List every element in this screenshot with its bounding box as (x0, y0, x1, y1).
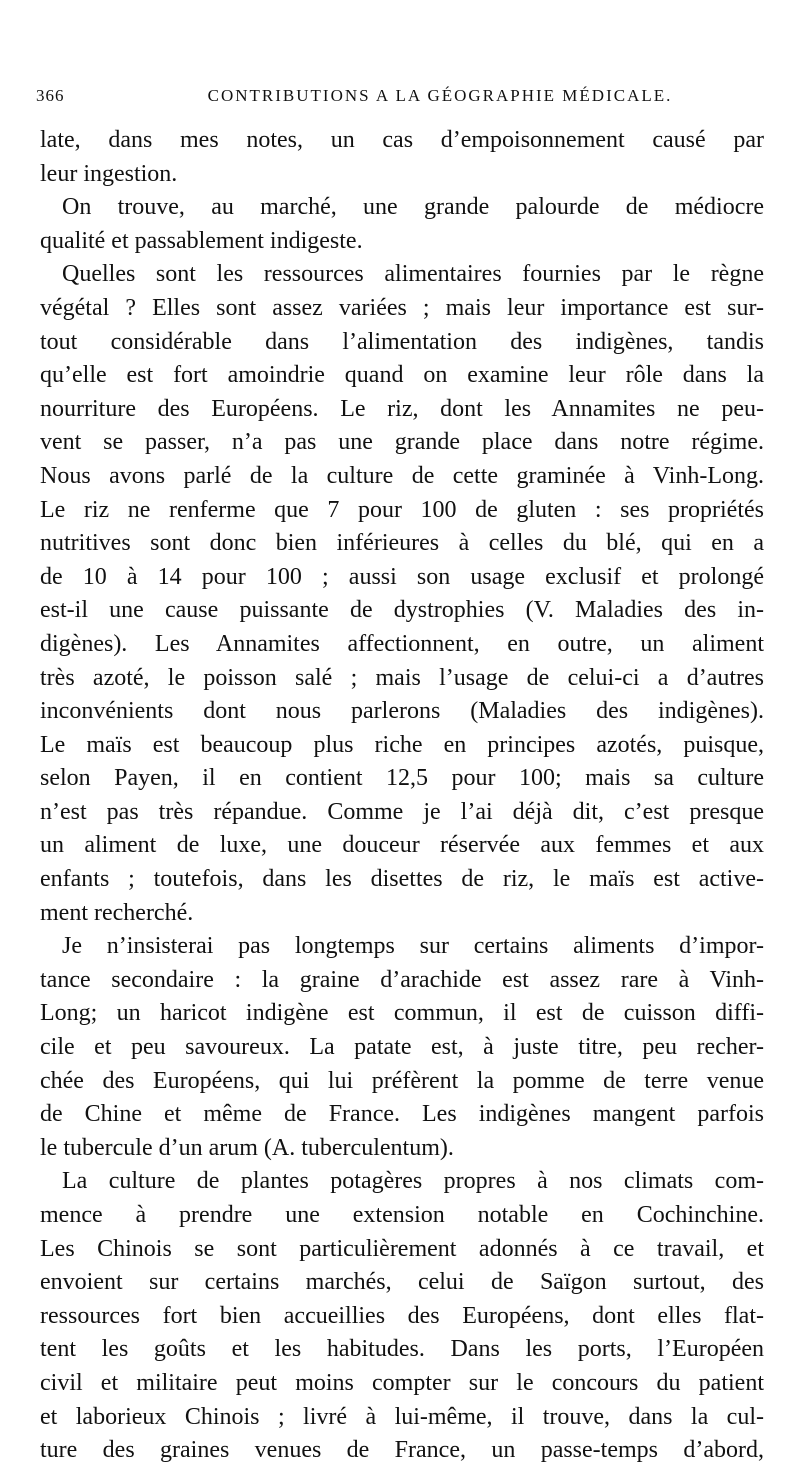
page-number: 366 (36, 86, 65, 105)
text-line: nourriture des Européens. Le riz, dont les Annamites ne peu- (40, 395, 764, 422)
text-line: un aliment de luxe, une douceur réservée aux femmes et aux (40, 832, 764, 859)
text-line: envoient sur certains marchés, celui de Saïgon surtout, des (40, 1269, 764, 1296)
text-line: et laborieux Chinois ; livré à lui-même, il trouve, dans la cul- (40, 1403, 764, 1430)
text-line: ressources fort bien accueillies des Européens, dont elles flat- (40, 1302, 764, 1329)
text-line: selon Payen, il en contient 12,5 pour 100; mais sa culture (40, 765, 764, 792)
text-line: qualité et passablement indigeste. (40, 227, 363, 254)
text-line: Nous avons parlé de la culture de cette graminée à Vinh-Long. (40, 462, 764, 489)
text-line: nutritives sont donc bien inférieures à celles du blé, qui en a (40, 530, 764, 557)
text-line: enfants ; toutefois, dans les disettes de riz, le maïs est active- (40, 866, 764, 893)
text-line: tent les goûts et les habitudes. Dans les ports, l’Européen (40, 1336, 764, 1363)
text-line: late, dans mes notes, un cas d’empoisonnement causé par (40, 127, 764, 153)
text-line: n’est pas très répandue. Comme je l’ai déjà dit, c’est presque (40, 798, 764, 825)
text-line: chée des Européens, qui lui préfèrent la pomme de terre venue (40, 1067, 764, 1094)
text-line: inconvénients dont nous parlerons (Maladies des indigènes). (40, 698, 764, 725)
text-line: On trouve, au marché, une grande palourde de médiocre (62, 194, 764, 221)
text-line: mence à prendre une extension notable en Cochinchine. (40, 1202, 764, 1228)
text-line: le tubercule d’un arum (A. tuberculentum). (40, 1134, 454, 1161)
text-line: est-il une cause puissante de dystrophies (V. Maladies des in- (40, 597, 764, 624)
text-line: de 10 à 14 pour 100 ; aussi son usage exclusif et prolongé (40, 563, 764, 590)
text-line: tance secondaire : la graine d’arachide est assez rare à Vinh- (40, 966, 764, 993)
text-line: leur ingestion. (40, 160, 178, 187)
text-line: de Chine et même de France. Les indigènes mangent parfois (40, 1101, 764, 1128)
text-line: La culture de plantes potagères propres à nos climats com- (62, 1168, 764, 1195)
text-line: Je n’insisterai pas longtemps sur certains aliments d’impor- (62, 933, 764, 960)
text-line: Les Chinois se sont particulièrement adonnés à ce travail, et (40, 1235, 764, 1262)
text-line: ment recherché. (40, 899, 194, 926)
text-line: cile et peu savoureux. La patate est, à juste titre, peu recher- (40, 1034, 764, 1061)
text-line: Long; un haricot indigène est commun, il est de cuisson diffi- (40, 1000, 764, 1027)
page-header (36, 86, 764, 116)
text-line: très azoté, le poisson salé ; mais l’usage de celui-ci a d’autres (40, 664, 764, 691)
text-line: ture des graines venues de France, un passe-temps d’abord, (40, 1437, 764, 1464)
text-line: Le riz ne renferme que 7 pour 100 de gluten : ses propriétés (40, 496, 764, 523)
running-title: CONTRIBUTIONS A LA GÉOGRAPHIE MÉDICALE. (207, 86, 673, 105)
text-line: civil et militaire peut moins compter sur le concours du patient (40, 1369, 764, 1396)
text-line: Quelles sont les ressources alimentaires fournies par le règne (62, 261, 764, 288)
body-text (40, 124, 764, 1468)
text-line: vent se passer, n’a pas une grande place dans notre régime. (40, 429, 764, 456)
text-line: digènes). Les Annamites affectionnent, en outre, un aliment (40, 630, 764, 657)
text-line: tout considérable dans l’alimentation des indigènes, tandis (40, 328, 764, 355)
text-line: qu’elle est fort amoindrie quand on examine leur rôle dans la (40, 362, 764, 389)
text-line: Le maïs est beaucoup plus riche en principes azotés, puisque, (40, 731, 764, 758)
text-line: végétal ? Elles sont assez variées ; mais leur importance est sur- (40, 294, 764, 321)
